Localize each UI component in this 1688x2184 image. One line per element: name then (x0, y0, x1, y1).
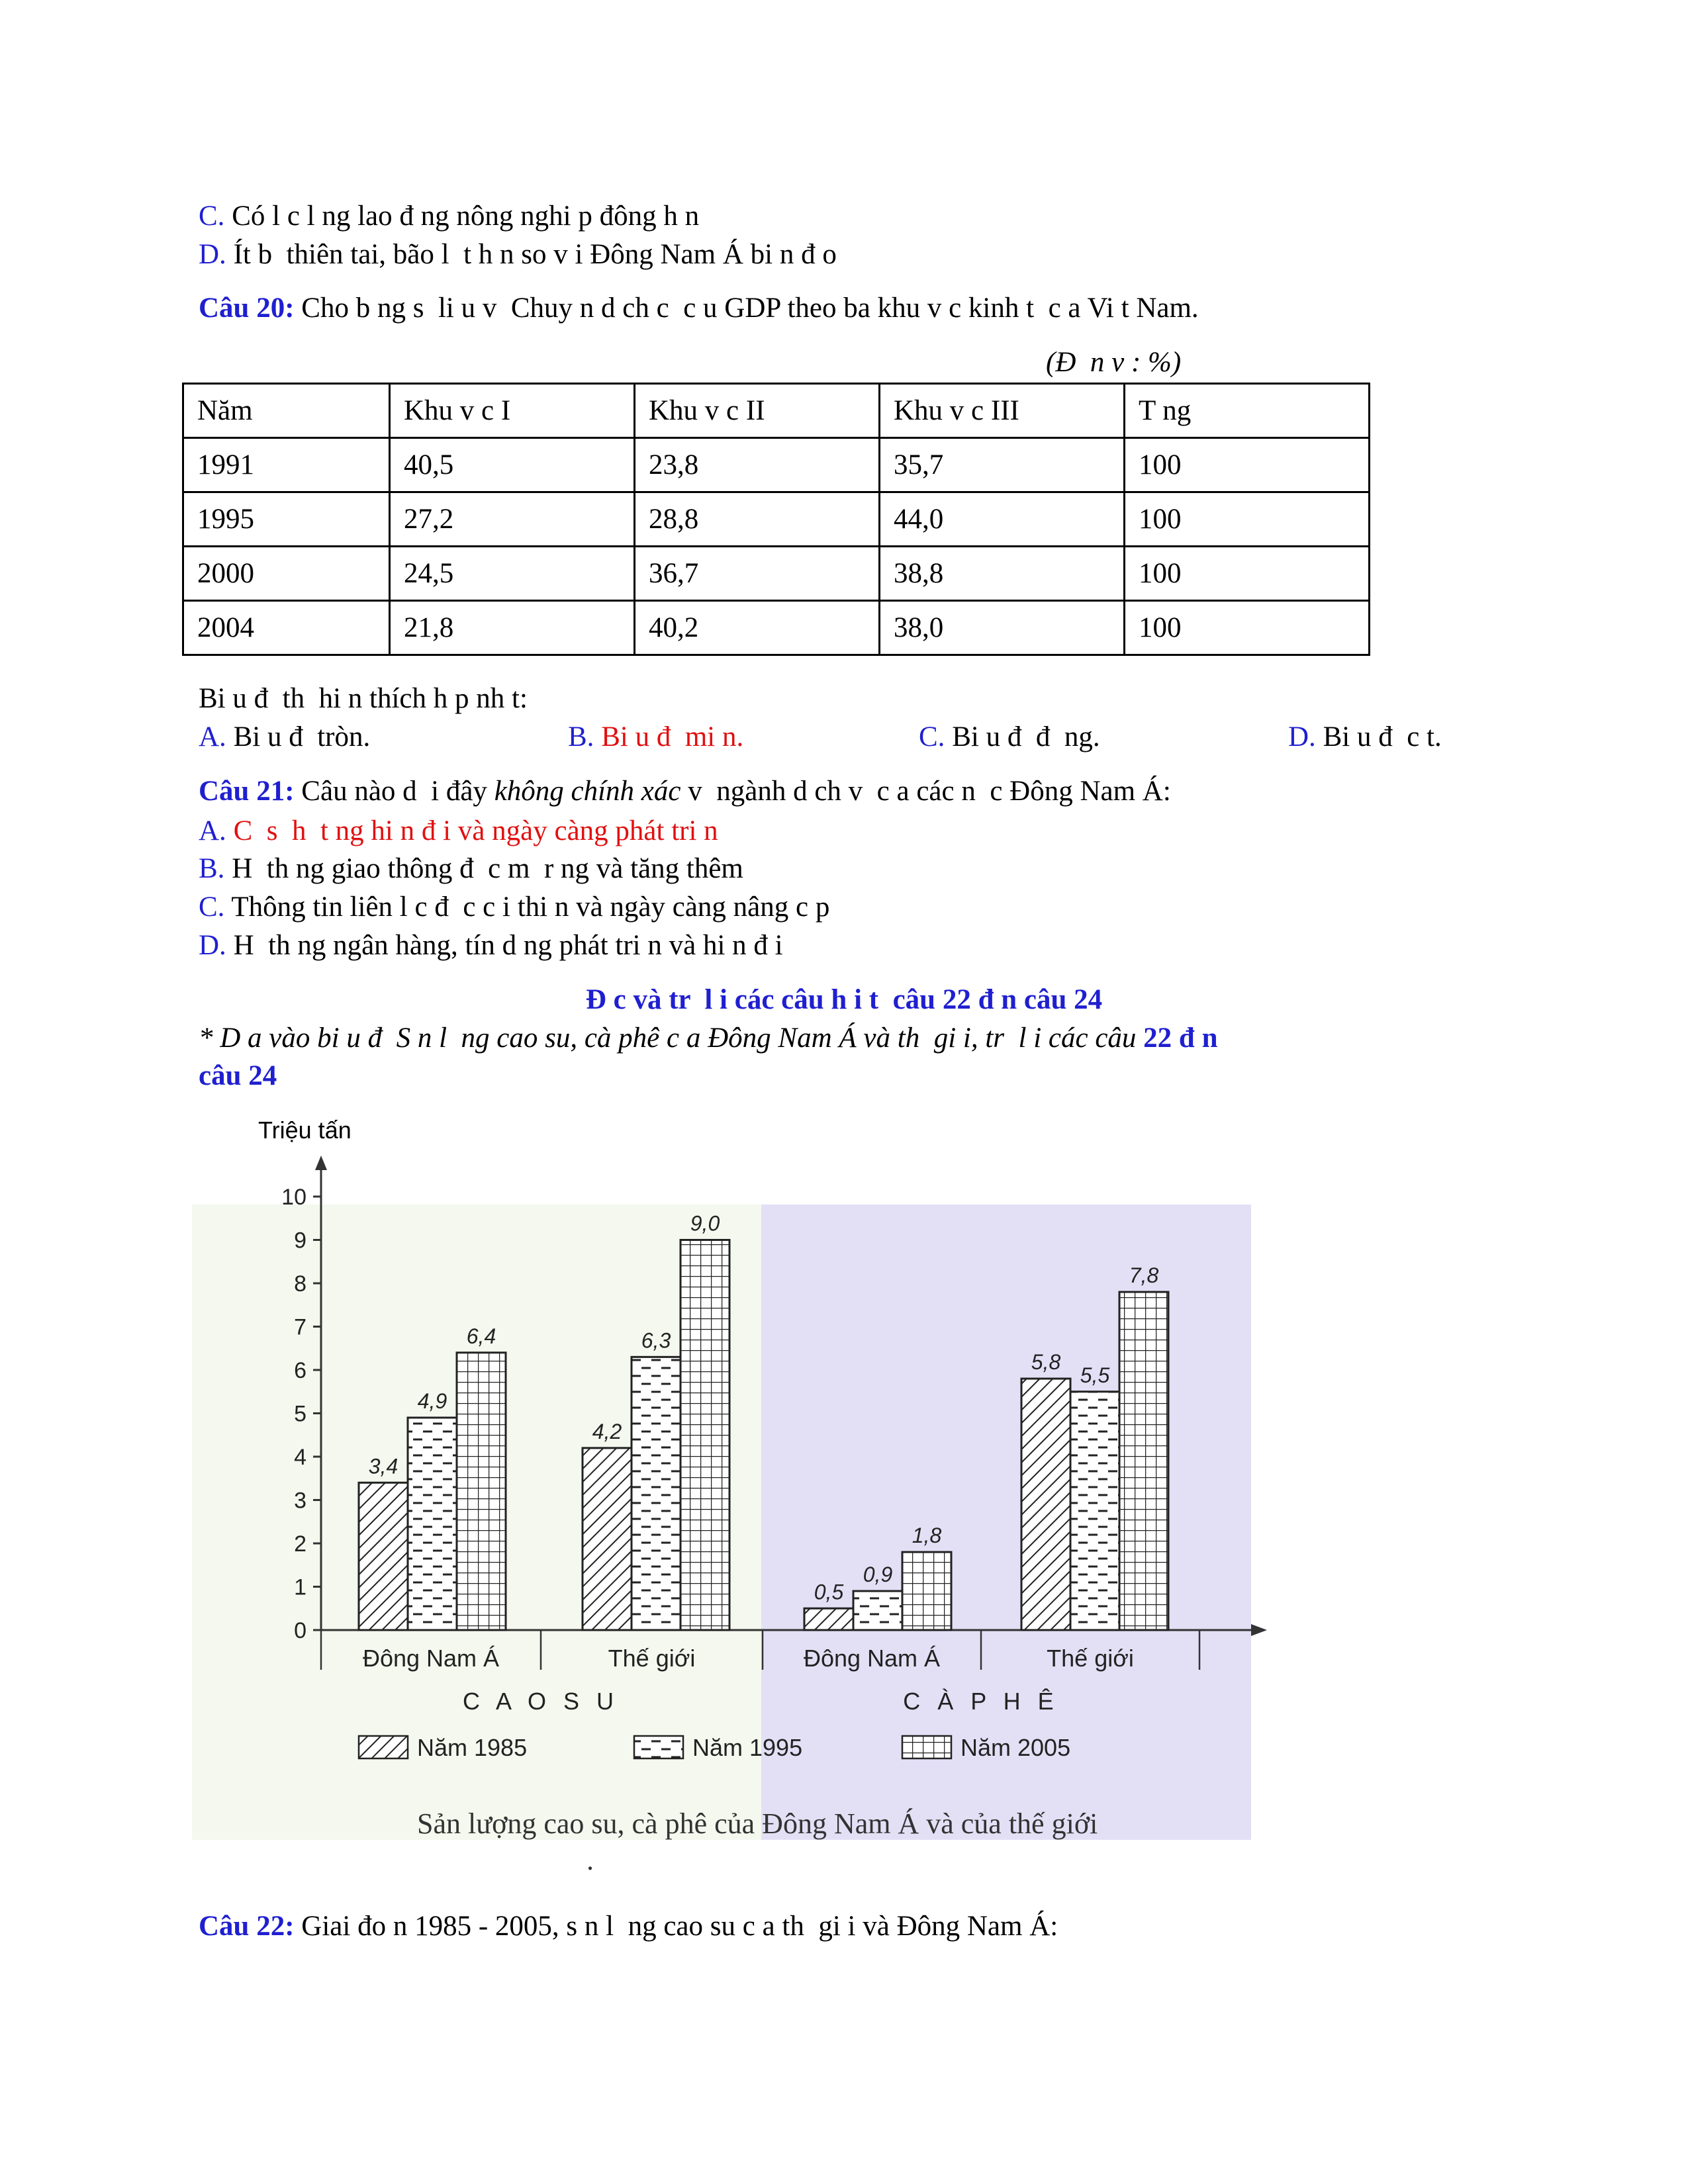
table-cell: 27,2 (390, 492, 635, 547)
option-text: C s h t ng hi n đ i và ngày càng phát tri n (226, 815, 718, 846)
table-header-row (183, 384, 1370, 438)
legend-label: Năm 2005 (961, 1734, 1071, 1761)
question-label: Câu 21: (199, 776, 295, 807)
q20-option-c (919, 720, 1100, 754)
x-category-label: Đông Nam Á (362, 1645, 500, 1672)
table-cell: 100 (1125, 492, 1370, 547)
q22-question (199, 1909, 1058, 1944)
section-instruction-end: câu 24 (199, 1060, 277, 1091)
legend-label: Năm 1985 (417, 1734, 528, 1761)
x-category-label: Thế giới (608, 1645, 696, 1672)
table-cell: 100 (1125, 547, 1370, 601)
chart-bar (804, 1608, 853, 1630)
q20-unit: (Đ n v : %) (1046, 347, 1182, 378)
option-text: Bi u đ c t. (1315, 721, 1442, 752)
table-cell: 38,8 (880, 547, 1125, 601)
table-row (183, 547, 1370, 601)
option-label: C. (199, 891, 225, 923)
data-label: 1,8 (912, 1524, 942, 1548)
group-label-coffee: C À P H Ê (903, 1688, 1059, 1715)
option-label: B. (199, 853, 225, 884)
question-text: Cho b ng s li u v Chuy n d ch c c u GDP theo ba khu v c kinh t c a Vi t Nam. (294, 293, 1199, 324)
option-text: Bi u đ mi n. (594, 721, 744, 752)
option-label: A. (199, 815, 226, 846)
x-category-label: Thế giới (1047, 1645, 1134, 1672)
data-label: 0,5 (814, 1580, 844, 1604)
x-category-label: Đông Nam Á (803, 1645, 941, 1672)
q20-prompt: Bi u đ th hi n thích h p nh t: (199, 683, 528, 714)
q21-option-d (199, 929, 783, 963)
y-tick-label: 0 (294, 1618, 306, 1643)
chart-bar (1021, 1379, 1070, 1630)
instruction-text: * D a vào bi u đ S n l ng cao su, cà phê c a Đông Nam Á và th gi i, tr l i các câu (199, 1023, 1144, 1054)
question-label: Câu 22: (199, 1911, 295, 1942)
header-cell: Khu v c I (390, 384, 635, 438)
chart-bar (632, 1357, 680, 1630)
question-label: Câu 20: (199, 293, 295, 324)
chart-bar (457, 1353, 506, 1630)
data-label: 6,4 (466, 1324, 496, 1348)
x-axis-arrow (1251, 1624, 1267, 1636)
option-label: D. (1288, 721, 1316, 752)
y-tick-label: 6 (294, 1358, 306, 1383)
data-label: 9,0 (690, 1211, 720, 1236)
data-label: 4,9 (417, 1389, 447, 1414)
header-cell: Khu v c II (635, 384, 880, 438)
q19-option-c (199, 199, 699, 234)
q21-question (199, 774, 1171, 809)
group-label-rubber: C A O S U (462, 1688, 620, 1715)
chart-bar (853, 1591, 902, 1630)
chart-bar (902, 1552, 951, 1630)
data-label: 7,8 (1129, 1263, 1159, 1288)
y-tick-label: 1 (294, 1574, 306, 1600)
option-text: Thông tin liên l c đ c c i thi n và ngày càng nâng c p (224, 891, 830, 923)
table-cell: 2004 (183, 601, 390, 655)
y-tick-label: 3 (294, 1488, 306, 1514)
chart-bar (359, 1482, 408, 1630)
option-text: Bi u đ đ ng. (945, 721, 1100, 752)
q19-option-d (199, 238, 837, 272)
y-tick-label: 2 (294, 1531, 306, 1557)
y-tick-label: 4 (294, 1445, 306, 1470)
table-cell: 100 (1125, 438, 1370, 492)
legend-swatch (634, 1736, 683, 1758)
table-row (183, 601, 1370, 655)
table-cell: 35,7 (880, 438, 1125, 492)
table-cell: 1991 (183, 438, 390, 492)
chart-caption-dot: . (586, 1844, 594, 1876)
question-text: Câu nào d i đây (294, 776, 494, 807)
option-label: C. (919, 721, 945, 752)
chart-caption: Sản lượng cao su, cà phê của Đông Nam Á và của thế giới (417, 1807, 1098, 1840)
table-cell: 23,8 (635, 438, 880, 492)
table-cell: 2000 (183, 547, 390, 601)
table-cell: 1995 (183, 492, 390, 547)
option-text: Có l c l ng lao đ ng nông nghi p đông h n (224, 201, 700, 232)
option-label: A. (199, 721, 226, 752)
legend-label: Năm 1995 (692, 1734, 803, 1761)
option-text: Bi u đ tròn. (226, 721, 371, 752)
y-tick-label: 8 (294, 1271, 306, 1297)
chart-bar (1070, 1392, 1119, 1630)
gdp-table (182, 383, 1370, 656)
q20-question (199, 291, 1199, 326)
option-text: H th ng giao thông đ c m r ng và tăng thêm (224, 853, 743, 884)
rubber-coffee-chart (192, 1085, 1331, 1926)
y-axis-label: Triệu tấn (258, 1116, 352, 1144)
table-cell: 36,7 (635, 547, 880, 601)
table-cell: 44,0 (880, 492, 1125, 547)
section-instruction (199, 1021, 1218, 1056)
header-cell: T ng (1125, 384, 1370, 438)
y-tick-label: 7 (294, 1314, 306, 1340)
table-cell: 40,5 (390, 438, 635, 492)
option-text: Ít b thiên tai, bão l t h n so v i Đông Nam Á bi n đ o (226, 239, 837, 270)
chart-bar (680, 1240, 729, 1631)
q20-option-b (568, 720, 743, 754)
option-label: C. (199, 201, 225, 232)
data-label: 6,3 (641, 1328, 671, 1353)
option-label: D. (199, 930, 226, 961)
table-row (183, 438, 1370, 492)
section-heading: Đ c và tr l i các câu h i t câu 22 đ n câu 24 (585, 984, 1103, 1015)
option-label: D. (199, 239, 226, 270)
option-label: B. (568, 721, 594, 752)
table-cell: 24,5 (390, 547, 635, 601)
y-axis-arrow (315, 1156, 327, 1170)
question-text: Giai đo n 1985 - 2005, s n l ng cao su c a th gi i và Đông Nam Á: (294, 1911, 1058, 1942)
option-text: H th ng ngân hàng, tín d ng phát tri n và hi n đ i (226, 930, 783, 961)
question-text-end: v ngành d ch v c a các n c Đông Nam Á: (680, 776, 1171, 807)
chart-bar (1119, 1292, 1168, 1630)
data-label: 5,5 (1080, 1363, 1110, 1387)
legend-swatch (902, 1736, 951, 1758)
chart-bar (583, 1448, 632, 1630)
question-italic: không chính xác (494, 776, 681, 807)
table-cell: 21,8 (390, 601, 635, 655)
y-tick-label: 9 (294, 1228, 306, 1253)
q21-option-c (199, 890, 829, 925)
instruction-question-range: 22 đ n (1143, 1023, 1218, 1054)
table-cell: 38,0 (880, 601, 1125, 655)
q20-option-a (199, 720, 370, 754)
y-tick-label: 10 (281, 1185, 306, 1210)
legend-swatch (359, 1736, 408, 1758)
data-label: 4,2 (592, 1419, 622, 1443)
q21-option-a (199, 814, 718, 848)
chart-bar (408, 1418, 457, 1630)
table-cell: 100 (1125, 601, 1370, 655)
header-cell: Khu v c III (880, 384, 1125, 438)
q20-option-d (1288, 720, 1442, 754)
header-cell: Năm (183, 384, 390, 438)
data-label: 3,4 (368, 1454, 399, 1479)
table-row (183, 492, 1370, 547)
y-tick-label: 5 (294, 1401, 306, 1427)
data-label: 0,9 (863, 1563, 893, 1587)
table-cell: 28,8 (635, 492, 880, 547)
table-cell: 40,2 (635, 601, 880, 655)
q21-option-b (199, 852, 743, 886)
data-label: 5,8 (1031, 1350, 1061, 1375)
